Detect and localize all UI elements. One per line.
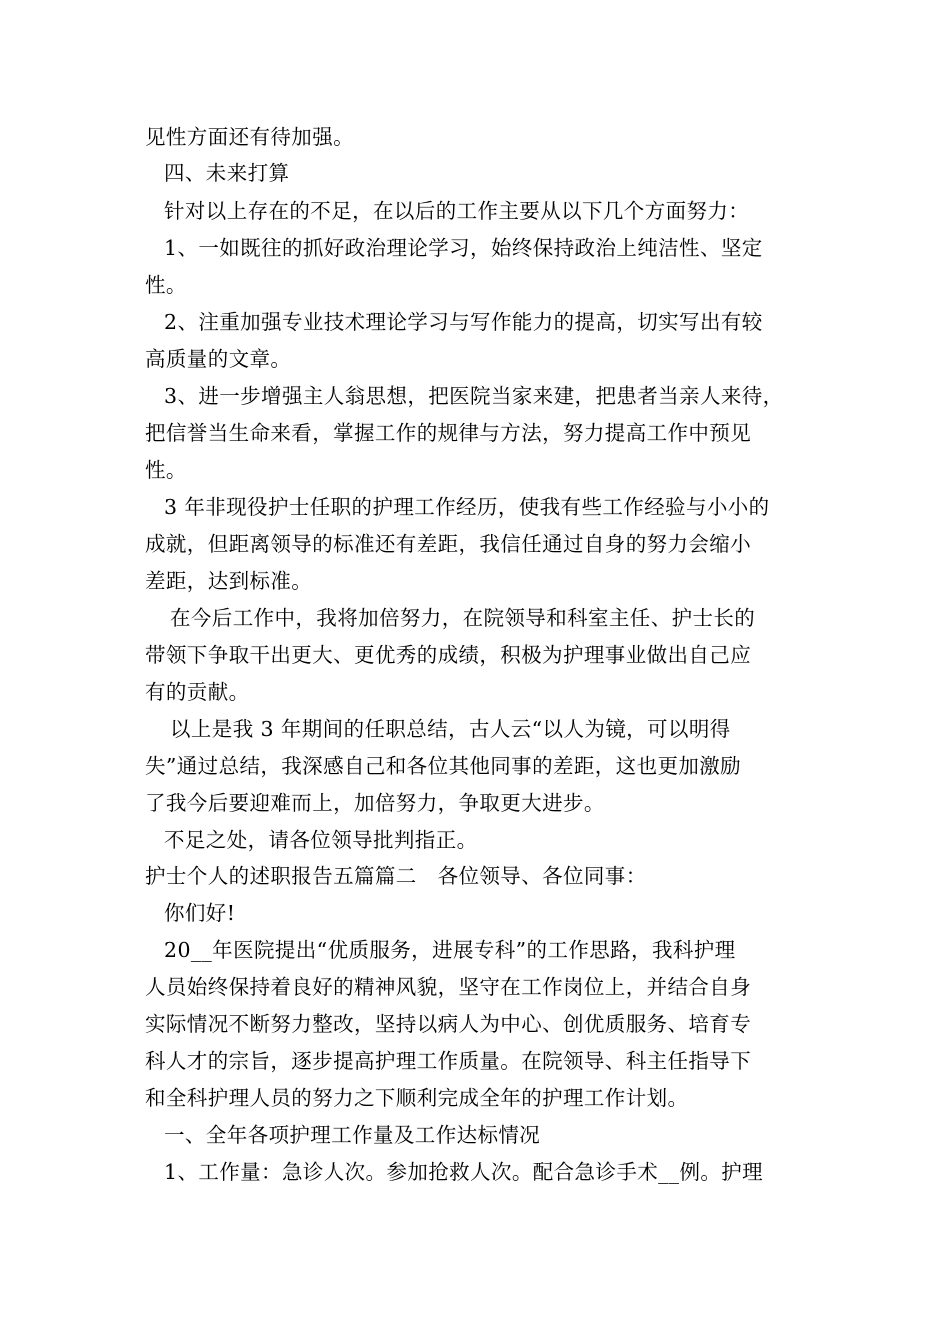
greeting: 你们好! xyxy=(164,901,236,925)
text-line: 实际情况不断努力整改，坚持以病人为中心、创优质服务、培育专 xyxy=(145,1012,752,1036)
text-line: 了我今后要迎难而上，加倍努力，争取更大进步。 xyxy=(145,791,605,815)
text-line: 性。 xyxy=(145,458,187,482)
list-item: 2、注重加强专业技术理论学习与写作能力的提高，切实写出有较 xyxy=(164,310,763,334)
text-line: 以上是我 3 年期间的任职总结，古人云“以人为镜，可以明得 xyxy=(170,717,731,741)
text-line: 有的贡献。 xyxy=(145,680,250,704)
section-heading: 一、全年各项护理工作量及工作达标情况 xyxy=(164,1123,541,1147)
text-line: 20__年医院提出“优质服务，进展专科”的工作思路，我科护理 xyxy=(164,938,736,962)
text-line: 科人才的宗旨，逐步提高护理工作质量。在院领导、科主任指导下 xyxy=(145,1049,752,1073)
list-item: 3、进一步增强主人翁思想，把医院当家来建，把患者当亲人来待， xyxy=(164,384,784,408)
text-line: 高质量的文章。 xyxy=(145,347,292,371)
list-item: 1、一如既往的抓好政治理论学习，始终保持政治上纯洁性、坚定 xyxy=(164,236,763,260)
text-line: 见性方面还有待加强。 xyxy=(145,125,354,149)
text-line: 差距，达到标准。 xyxy=(145,569,313,593)
text-line: 3 年非现役护士任职的护理工作经历，使我有些工作经验与小小的 xyxy=(164,495,770,519)
document-title: 护士个人的述职报告五篇篇二 各位领导、各位同事： xyxy=(145,864,647,888)
text-line: 不足之处，请各位领导批判指正。 xyxy=(164,828,478,852)
text-line: 针对以上存在的不足，在以后的工作主要从以下几个方面努力： xyxy=(164,199,750,223)
text-line: 人员始终保持着良好的精神风貌，坚守在工作岗位上，并结合自身 xyxy=(145,975,752,999)
text-line: 和全科护理人员的努力之下顺利完成全年的护理工作计划。 xyxy=(145,1086,689,1110)
text-line: 失”通过总结，我深感自己和各位其他同事的差距，这也更加激励 xyxy=(145,754,742,778)
text-line: 带领下争取干出更大、更优秀的成绩，积极为护理事业做出自己应 xyxy=(145,643,752,667)
list-item: 1、工作量：急诊人次。参加抢救人次。配合急诊手术__例。护理 xyxy=(164,1160,764,1184)
text-line: 成就，但距离领导的标准还有差距，我信任通过自身的努力会缩小 xyxy=(145,532,752,556)
text-line: 性。 xyxy=(145,273,187,297)
text-line: 在今后工作中，我将加倍努力，在院领导和科室主任、护士长的 xyxy=(170,606,756,630)
text-line: 把信誉当生命来看，掌握工作的规律与方法，努力提高工作中预见 xyxy=(145,421,752,445)
section-heading: 四、未来打算 xyxy=(164,161,290,185)
